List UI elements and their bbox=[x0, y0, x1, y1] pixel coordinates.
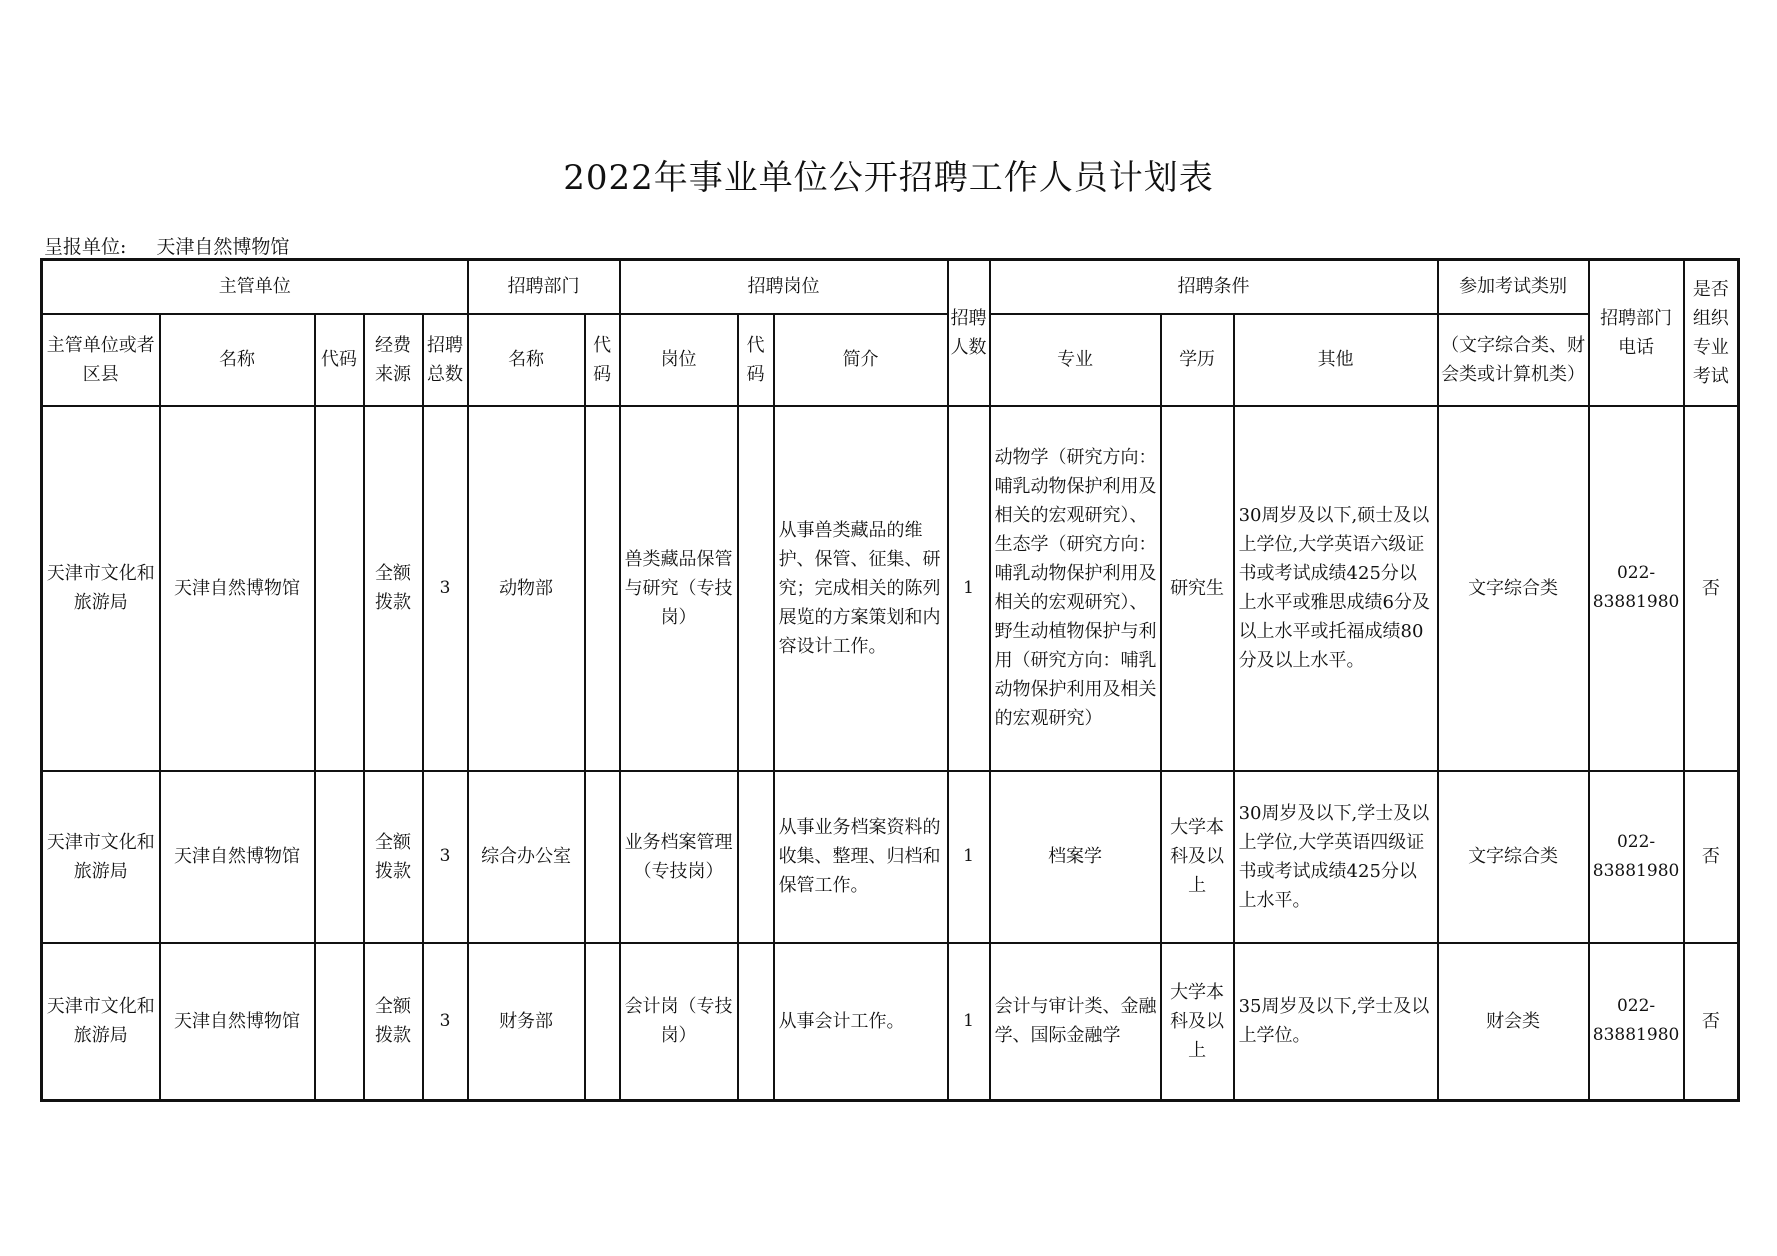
header-conditions-group: 招聘条件 bbox=[990, 260, 1438, 314]
header-row-columns bbox=[42, 314, 1739, 406]
cell-other: 30周岁及以下,硕士及以上学位,大学英语六级证书或考试成绩425分以上水平或雅思成绩6分及以上水平或托福成绩80分及以上水平。 bbox=[1234, 406, 1438, 771]
header-headcount: 招聘人数 bbox=[948, 260, 990, 406]
cell-headcount: 1 bbox=[948, 943, 990, 1101]
cell-dept-code bbox=[585, 943, 620, 1101]
header-education: 学历 bbox=[1161, 314, 1234, 406]
cell-post-code bbox=[738, 943, 774, 1101]
cell-name: 天津自然博物馆 bbox=[160, 406, 315, 771]
cell-post: 会计岗（专技岗） bbox=[620, 943, 738, 1101]
cell-headcount: 1 bbox=[948, 406, 990, 771]
reporting-unit-label: 呈报单位: bbox=[44, 236, 127, 258]
cell-other: 30周岁及以下,学士及以上学位,大学英语四级证书或考试成绩425分以上水平。 bbox=[1234, 771, 1438, 943]
header-post: 岗位 bbox=[620, 314, 738, 406]
table-row bbox=[42, 771, 1739, 943]
cell-post-code bbox=[738, 406, 774, 771]
cell-total: 3 bbox=[423, 943, 468, 1101]
cell-phone: 022-83881980 bbox=[1589, 406, 1684, 771]
cell-phone: 022-83881980 bbox=[1589, 771, 1684, 943]
cell-name: 天津自然博物馆 bbox=[160, 771, 315, 943]
header-exam-types: （文字综合类、财会类或计算机类） bbox=[1438, 314, 1589, 406]
cell-dept: 财务部 bbox=[468, 943, 585, 1101]
header-funding: 经费来源 bbox=[364, 314, 423, 406]
cell-dept-code bbox=[585, 406, 620, 771]
recruitment-plan-table bbox=[40, 258, 1740, 1102]
header-name: 名称 bbox=[160, 314, 315, 406]
cell-major: 档案学 bbox=[990, 771, 1161, 943]
header-dept-name: 名称 bbox=[468, 314, 585, 406]
cell-post: 业务档案管理（专技岗） bbox=[620, 771, 738, 943]
header-major: 专业 bbox=[990, 314, 1161, 406]
cell-supervisor: 天津市文化和旅游局 bbox=[42, 406, 160, 771]
cell-intro: 从事兽类藏品的维护、保管、征集、研究；完成相关的陈列展览的方案策划和内容设计工作。 bbox=[774, 406, 948, 771]
cell-exam: 文字综合类 bbox=[1438, 406, 1589, 771]
cell-intro: 从事业务档案资料的收集、整理、归档和保管工作。 bbox=[774, 771, 948, 943]
cell-org-exam: 否 bbox=[1684, 406, 1739, 771]
cell-org-exam: 否 bbox=[1684, 943, 1739, 1101]
cell-post: 兽类藏品保管与研究（专技岗） bbox=[620, 406, 738, 771]
cell-funding: 全额拨款 bbox=[364, 943, 423, 1101]
cell-intro: 从事会计工作。 bbox=[774, 943, 948, 1101]
header-total: 招聘总数 bbox=[423, 314, 468, 406]
header-post-code: 代码 bbox=[738, 314, 774, 406]
header-post-group: 招聘岗位 bbox=[620, 260, 948, 314]
header-supervisor-unit: 主管单位或者区县 bbox=[42, 314, 160, 406]
cell-headcount: 1 bbox=[948, 771, 990, 943]
header-supervisor-group: 主管单位 bbox=[42, 260, 468, 314]
cell-exam: 财会类 bbox=[1438, 943, 1589, 1101]
cell-exam: 文字综合类 bbox=[1438, 771, 1589, 943]
cell-code bbox=[315, 943, 364, 1101]
header-exam-group: 参加考试类别 bbox=[1438, 260, 1589, 314]
header-code: 代码 bbox=[315, 314, 364, 406]
table-row bbox=[42, 943, 1739, 1101]
cell-funding: 全额拨款 bbox=[364, 406, 423, 771]
cell-supervisor: 天津市文化和旅游局 bbox=[42, 943, 160, 1101]
cell-total: 3 bbox=[423, 771, 468, 943]
reporting-unit bbox=[44, 232, 289, 259]
page-title: 2022年事业单位公开招聘工作人员计划表 bbox=[563, 158, 1214, 198]
cell-name: 天津自然博物馆 bbox=[160, 943, 315, 1101]
cell-org-exam: 否 bbox=[1684, 771, 1739, 943]
cell-funding: 全额拨款 bbox=[364, 771, 423, 943]
header-other: 其他 bbox=[1234, 314, 1438, 406]
cell-dept-code bbox=[585, 771, 620, 943]
header-dept-code: 代码 bbox=[585, 314, 620, 406]
cell-education: 大学本科及以上 bbox=[1161, 771, 1234, 943]
cell-total: 3 bbox=[423, 406, 468, 771]
cell-other: 35周岁及以下,学士及以上学位。 bbox=[1234, 943, 1438, 1101]
cell-dept: 综合办公室 bbox=[468, 771, 585, 943]
cell-education: 研究生 bbox=[1161, 406, 1234, 771]
cell-education: 大学本科及以上 bbox=[1161, 943, 1234, 1101]
cell-code bbox=[315, 406, 364, 771]
table-row bbox=[42, 406, 1739, 771]
cell-phone: 022-83881980 bbox=[1589, 943, 1684, 1101]
header-org-exam: 是否组织专业考试 bbox=[1684, 260, 1739, 406]
cell-dept: 动物部 bbox=[468, 406, 585, 771]
header-intro: 简介 bbox=[774, 314, 948, 406]
cell-code bbox=[315, 771, 364, 943]
header-row-groups bbox=[42, 260, 1739, 314]
reporting-unit-value: 天津自然博物馆 bbox=[156, 236, 290, 258]
header-phone: 招聘部门电话 bbox=[1589, 260, 1684, 406]
cell-major: 会计与审计类、金融学、国际金融学 bbox=[990, 943, 1161, 1101]
cell-supervisor: 天津市文化和旅游局 bbox=[42, 771, 160, 943]
cell-post-code bbox=[738, 771, 774, 943]
cell-major: 动物学（研究方向：哺乳动物保护利用及相关的宏观研究）、生态学（研究方向：哺乳动物保护利用及相关的宏观研究）、野生动植物保护与利用（研究方向：哺乳动物保护利用及相关的宏观研究） bbox=[990, 406, 1161, 771]
header-dept-group: 招聘部门 bbox=[468, 260, 620, 314]
